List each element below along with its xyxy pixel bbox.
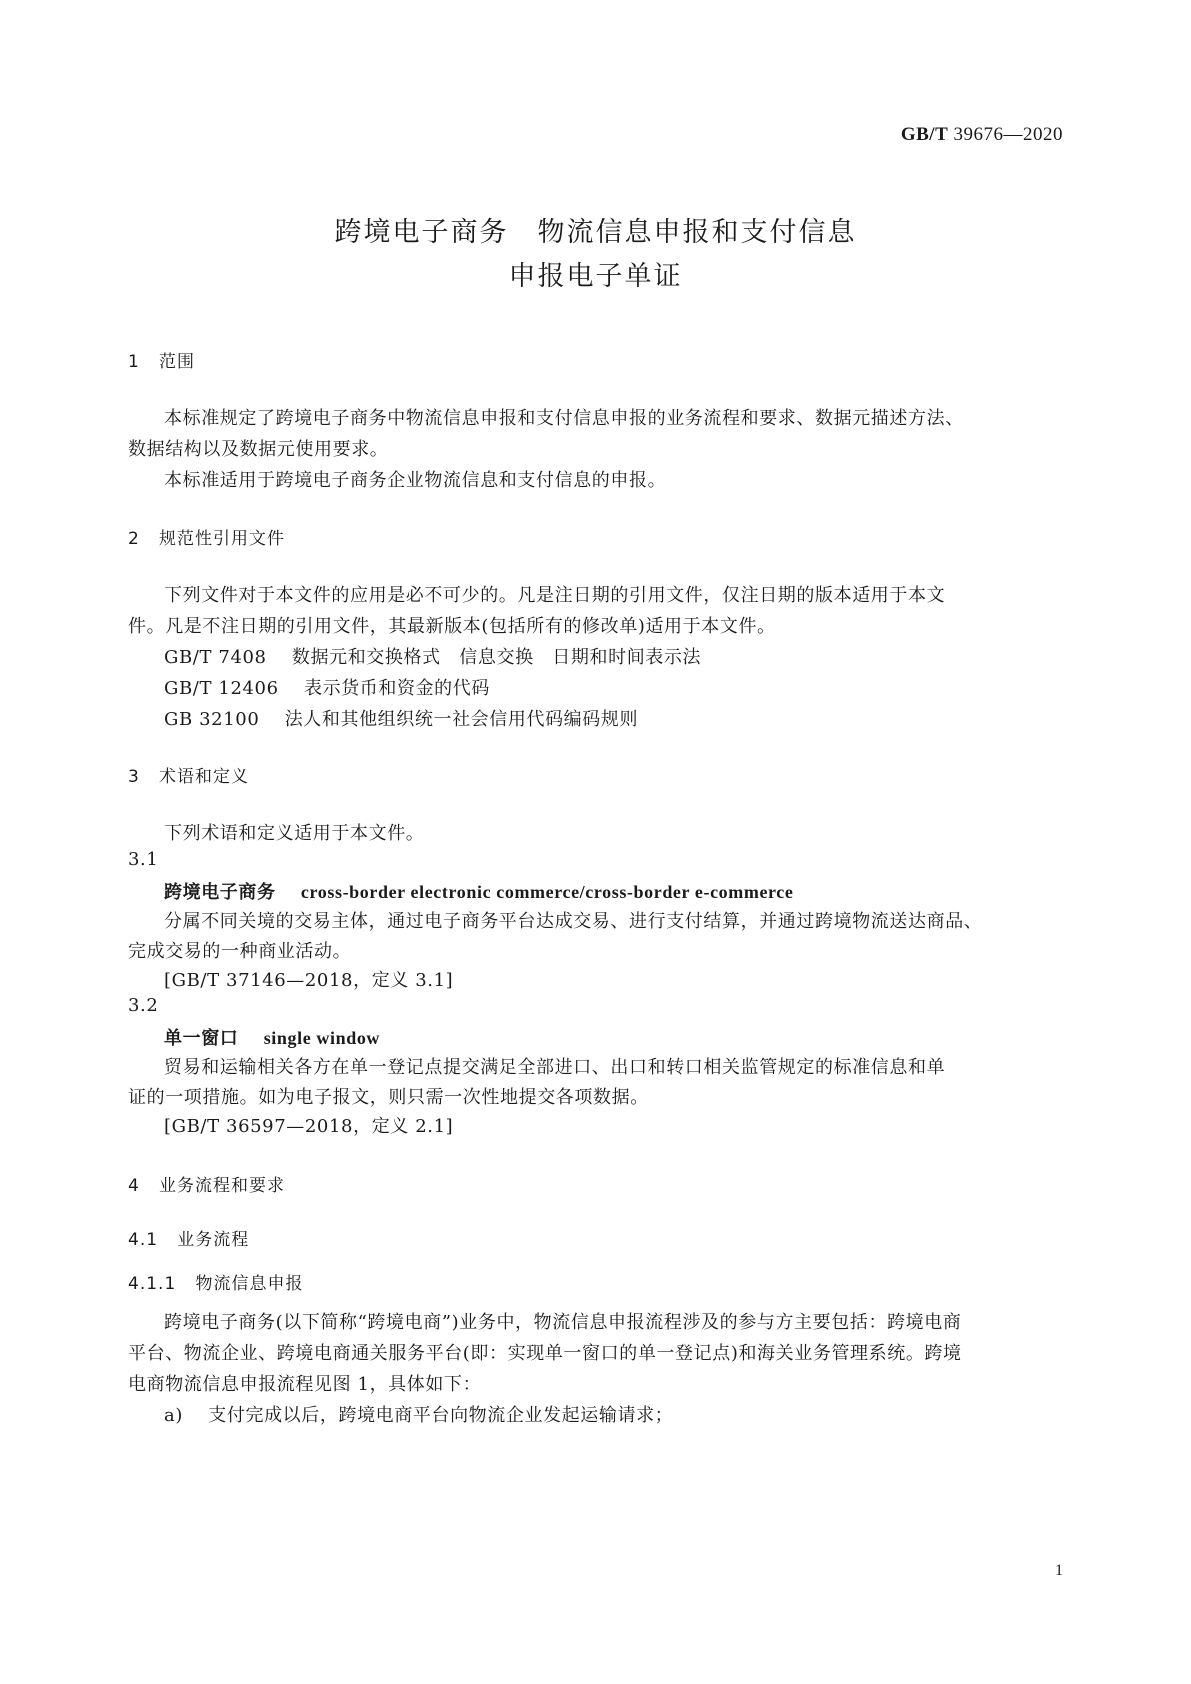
paragraph: 下列术语和定义适用于本文件。 xyxy=(164,823,425,844)
term-english: cross-border electronic commerce/cross-border e-commerce xyxy=(300,882,794,902)
reference-code: GB 32100 xyxy=(164,709,260,730)
section-3-heading xyxy=(128,762,249,787)
list-item-label: a) xyxy=(164,1405,183,1426)
reference-title: 数据元和交换格式 信息交换 日期和时间表示法 xyxy=(291,647,702,668)
term-source: [GB/T 37146—2018，定义 3.1] xyxy=(164,970,454,991)
page-number: 1 xyxy=(1055,1562,1063,1579)
reference-title: 法人和其他组织统一社会信用代码编码规则 xyxy=(284,709,639,730)
section-title: 规范性引用文件 xyxy=(159,529,286,549)
term-number: 3.2 xyxy=(128,995,159,1016)
section-1-heading xyxy=(128,347,195,372)
term-chinese: 跨境电子商务 xyxy=(164,882,276,903)
paragraph: 平台、物流企业、跨境电商通关服务平台(即：实现单一窗口的单一登记点)和海关业务管理系统。跨境 xyxy=(128,1343,962,1364)
term-heading xyxy=(164,878,793,904)
paragraph: 数据结构以及数据元使用要求。 xyxy=(128,439,389,460)
paragraph: 下列文件对于本文件的应用是必不可少的。凡是注日期的引用文件，仅注日期的版本适用于本文 xyxy=(164,585,946,606)
term-number: 3.1 xyxy=(128,849,159,870)
term-source: [GB/T 36597—2018，定义 2.1] xyxy=(164,1116,454,1137)
reference-code: GB/T 12406 xyxy=(164,678,279,699)
section-number: 2 xyxy=(128,529,140,549)
paragraph: 本标准规定了跨境电子商务中物流信息申报和支付信息申报的业务流程和要求、数据元描述方法、 xyxy=(164,408,964,429)
section-number: 4.1 xyxy=(128,1230,159,1250)
section-2-heading xyxy=(128,524,285,549)
subsection-4-1-1-heading xyxy=(128,1269,303,1294)
term-definition: 分属不同关境的交易主体，通过电子商务平台达成交易、进行支付结算，并通过跨境物流送达商品、 xyxy=(164,911,983,932)
paragraph: 电商物流信息申报流程见图 1，具体如下： xyxy=(128,1374,482,1395)
list-item-text: 支付完成以后，跨境电商平台向物流企业发起运输请求； xyxy=(208,1405,674,1426)
list-item xyxy=(164,1401,673,1427)
term-definition: 贸易和运输相关各方在单一登记点提交满足全部进口、出口和转口相关监管规定的标准信息和单 xyxy=(164,1057,946,1078)
term-heading xyxy=(164,1024,380,1050)
paragraph: 跨境电子商务(以下简称“跨境电商”)业务中，物流信息申报流程涉及的参与方主要包括：跨境电商 xyxy=(164,1312,962,1333)
section-title: 业务流程和要求 xyxy=(159,1176,286,1196)
document-title-line-1: 跨境电子商务 物流信息申报和支付信息 xyxy=(334,217,857,248)
section-title: 范围 xyxy=(159,352,196,372)
reference-code: GB/T 7408 xyxy=(164,647,267,668)
section-number: 4.1.1 xyxy=(128,1274,177,1294)
paragraph: 本标准适用于跨境电子商务企业物流信息和支付信息的申报。 xyxy=(164,470,667,491)
subsection-4-1-heading xyxy=(128,1225,249,1250)
reference-item xyxy=(164,643,701,669)
reference-title: 表示货币和资金的代码 xyxy=(303,678,490,699)
section-title: 物流信息申报 xyxy=(195,1274,304,1294)
standard-prefix: GB/T xyxy=(900,124,949,145)
standard-code: 39676—2020 xyxy=(953,124,1063,145)
section-title: 业务流程 xyxy=(177,1230,250,1250)
reference-item xyxy=(164,674,490,700)
term-chinese: 单一窗口 xyxy=(164,1028,239,1049)
term-english: single window xyxy=(263,1028,381,1048)
section-number: 1 xyxy=(128,352,140,372)
standard-number xyxy=(901,124,1063,146)
section-4-heading xyxy=(128,1171,285,1196)
paragraph: 件。凡是不注日期的引用文件，其最新版本(包括所有的修改单)适用于本文件。 xyxy=(128,616,776,637)
document-title-line-2: 申报电子单证 xyxy=(508,261,683,292)
reference-item xyxy=(164,705,638,731)
section-number: 4 xyxy=(128,1176,140,1196)
section-number: 3 xyxy=(128,767,140,787)
section-title: 术语和定义 xyxy=(159,767,250,787)
term-definition: 完成交易的一种商业活动。 xyxy=(128,941,352,962)
term-definition: 证的一项措施。如为电子报文，则只需一次性地提交各项数据。 xyxy=(128,1087,649,1108)
